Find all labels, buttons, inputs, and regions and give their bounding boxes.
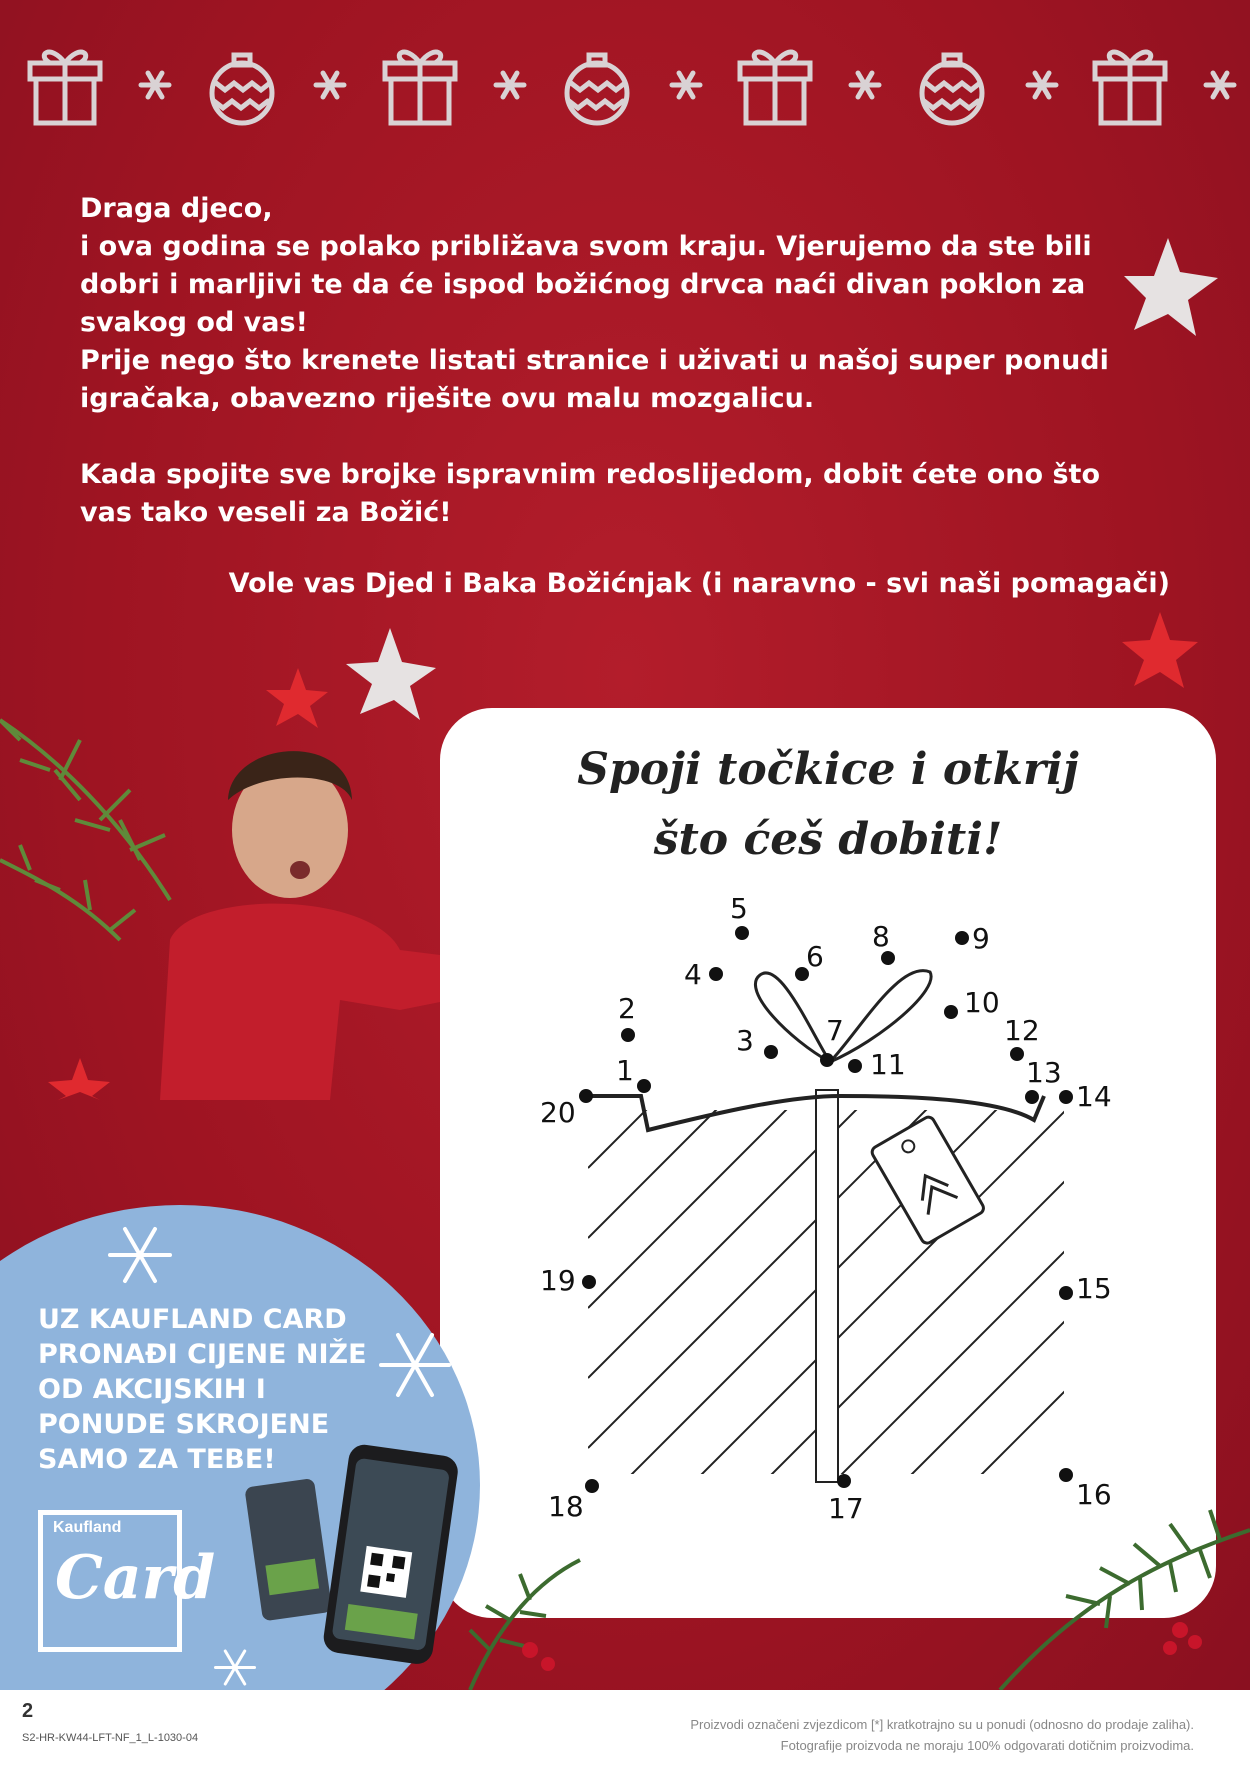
dot-label: 7 (826, 1014, 844, 1047)
puzzle-dot (820, 1053, 834, 1067)
letter-line: Prije nego što krenete listati stranice i uživati u našoj super ponudi (80, 345, 1109, 376)
logo-brand: Kaufland (53, 1519, 122, 1536)
disclaimer (690, 1714, 1194, 1756)
dot-label: 5 (730, 892, 748, 925)
puzzle-dot (1059, 1468, 1073, 1482)
dot-label: 14 (1076, 1080, 1112, 1113)
dot-label: 3 (736, 1024, 754, 1057)
pine-branch-bottom (470, 1510, 1250, 1690)
phone-and-card (245, 1440, 475, 1680)
gift-ribbon (816, 1090, 838, 1482)
dot-label: 20 (540, 1096, 576, 1129)
letter-greeting: Draga djeco, (80, 193, 273, 224)
dot-label: 1 (616, 1054, 634, 1087)
puzzle-dot (709, 967, 723, 981)
puzzle-dot (837, 1474, 851, 1488)
dot-label: 12 (1004, 1014, 1040, 1047)
dot-label: 10 (964, 986, 1000, 1019)
dot-label: 9 (972, 922, 990, 955)
dot-label: 19 (540, 1264, 576, 1297)
dot-label: 16 (1076, 1478, 1112, 1511)
letter-line: svakog od vas! (80, 307, 308, 338)
puzzle-dot (637, 1079, 651, 1093)
puzzle-dot (881, 951, 895, 965)
letter-line: dobri i marljivi te da će ispod božićnog drvca naći divan poklon za (80, 269, 1086, 300)
puzzle-dot (1059, 1090, 1073, 1104)
dot-label: 4 (684, 958, 702, 991)
puzzle-dot (585, 1479, 599, 1493)
dot-label: 17 (828, 1492, 864, 1525)
puzzle-dot (1059, 1286, 1073, 1300)
puzzle-title-line: Spoji točkice i otkrij (577, 744, 1079, 795)
puzzle-dot (944, 1005, 958, 1019)
disclaimer-line: Proizvodi označeni zvjezdicom [*] kratkotrajno su u ponudi (odnosno do prodaje zaliha). (690, 1717, 1194, 1732)
dot-label: 15 (1076, 1272, 1112, 1305)
promo-text: UZ KAUFLAND CARD PRONAĐI CIJENE NIŽE OD AKCIJSKIH I PONUDE SKROJENE SAMO ZA TEBE! (38, 1304, 367, 1475)
puzzle-dot (848, 1059, 862, 1073)
puzzle-dot (621, 1028, 635, 1042)
gift-tag (870, 1115, 986, 1245)
logo-word: Card (55, 1543, 216, 1613)
snowflake-icon (105, 1220, 175, 1290)
puzzle-dot (1025, 1090, 1039, 1104)
snowflake-icon (375, 1325, 455, 1405)
letter-line: i ova godina se polako približava svom kraju. Vjerujemo da ste bili (80, 231, 1092, 262)
puzzle-dot (579, 1089, 593, 1103)
dot-label: 6 (806, 940, 824, 973)
qr-code (360, 1546, 412, 1598)
puzzle-dot (1010, 1047, 1024, 1061)
letter-line: vas tako veseli za Božić! (80, 497, 452, 528)
puzzle-dot (955, 931, 969, 945)
letter-line: igračaka, obavezno riješite ovu malu mozgalicu. (80, 383, 815, 414)
berries (522, 1622, 1202, 1671)
disclaimer-line: Fotografije proizvoda ne moraju 100% odgovarati dotičnim proizvodima. (780, 1738, 1194, 1753)
dot-label: 2 (618, 992, 636, 1025)
puzzle-dot (582, 1275, 596, 1289)
kaufland-card-logo (38, 1510, 216, 1652)
page-number: 2 (22, 1700, 34, 1722)
dot-label: 13 (1026, 1056, 1062, 1089)
puzzle-dot (735, 926, 749, 940)
catalog-code: S2-HR-KW44-LFT-NF_1_L-1030-04 (22, 1732, 199, 1744)
letter-signature: Vole vas Djed i Baka Božićnjak (i naravno - svi naši pomagači) (228, 568, 1170, 599)
puzzle-title-line: što ćeš dobiti! (653, 814, 1003, 865)
dot-label: 11 (870, 1048, 906, 1081)
dot-label: 18 (548, 1490, 584, 1523)
dot-label: 8 (872, 920, 890, 953)
loyalty-card (245, 1478, 332, 1621)
puzzle-dot (764, 1045, 778, 1059)
letter-line: Kada spojite sve brojke ispravnim redoslijedom, dobit ćete ono što (80, 459, 1101, 490)
